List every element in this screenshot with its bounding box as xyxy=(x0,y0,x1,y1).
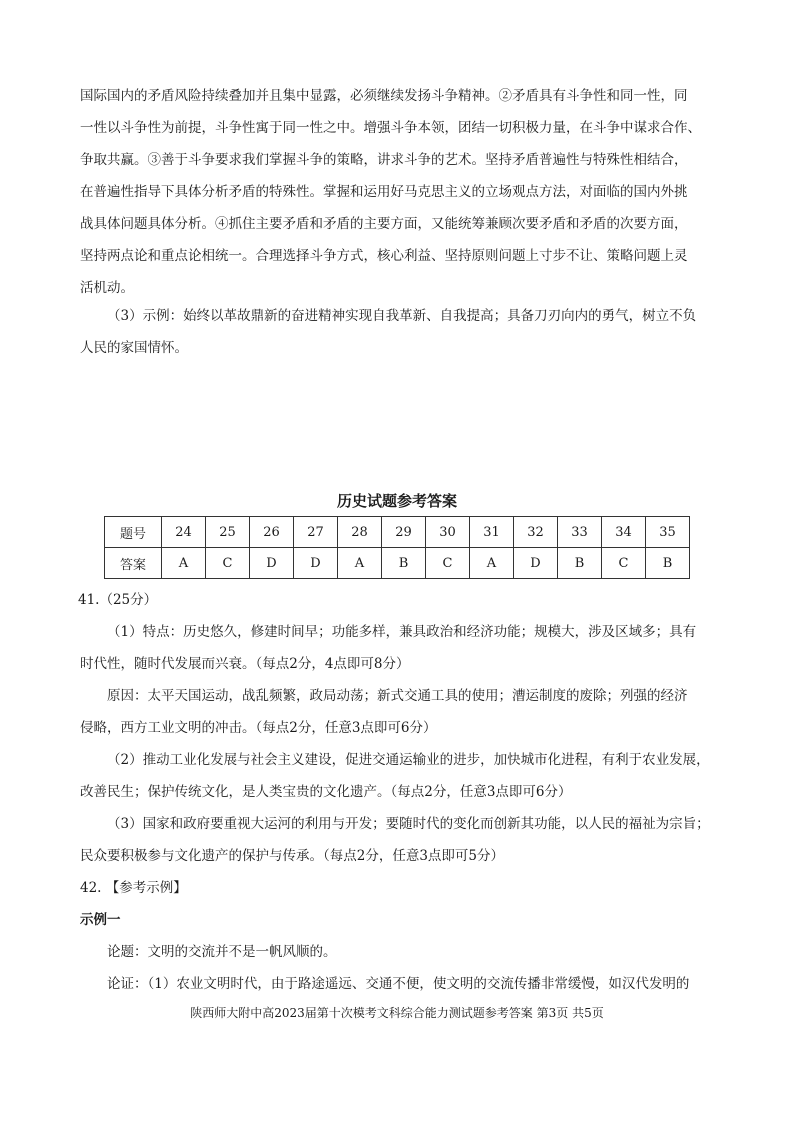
question-number-cell: 27 xyxy=(294,517,338,548)
text-line: （1）特点：历史悠久，修建时间早；功能多样，兼具政治和经济功能；规模大，涉及区域多；具有 xyxy=(107,624,697,640)
question-number-cell: 34 xyxy=(602,517,646,548)
answer-cell: C xyxy=(602,548,646,579)
question-number-cell: 29 xyxy=(382,517,426,548)
question-number-cell: 24 xyxy=(162,517,206,548)
text-line: （2）推动工业化发展与社会主义建设，促进交通运输业的进步，加快城市化进程，有利于农业发展， xyxy=(107,752,710,768)
question-number-cell: 25 xyxy=(206,517,250,548)
question-number-cell: 28 xyxy=(338,517,382,548)
text-line: 活机动。 xyxy=(80,280,134,296)
text-line: （3）示例：始终以革故鼎新的奋进精神实现自我革新、自我提高；具备刀刃向内的勇气，树立不负 xyxy=(107,308,697,324)
text-line: 国际国内的矛盾风险持续叠加并且集中显露，必须继续发扬斗争精神。②矛盾具有斗争性和同一性，同 xyxy=(80,88,688,104)
question-number-cell: 33 xyxy=(558,517,602,548)
text-line: 民众要积极参与文化遗产的保护与传承。（每点2分，任意3点即可5分） xyxy=(80,848,505,864)
text-line: 侵略，西方工业文明的冲击。（每点2分，任意3点即可6分） xyxy=(80,720,437,736)
text-line: 争取共赢。③善于斗争要求我们掌握斗争的策略，讲求斗争的艺术。坚持矛盾普遍性与特殊性相结合， xyxy=(80,152,688,168)
row-header: 题号 xyxy=(105,517,162,548)
question-number-cell: 26 xyxy=(250,517,294,548)
answer-row xyxy=(105,548,690,579)
question-number-cell: 32 xyxy=(514,517,558,548)
question-41-heading: 41.（25分） xyxy=(78,592,158,608)
question-number-cell: 30 xyxy=(426,517,470,548)
answer-cell: B xyxy=(382,548,426,579)
answer-cell: A xyxy=(162,548,206,579)
question-41-answer xyxy=(80,584,720,872)
politics-q3-answer xyxy=(80,300,720,364)
row-header: 答案 xyxy=(105,548,162,579)
answer-cell: D xyxy=(250,548,294,579)
answer-cell: D xyxy=(514,548,558,579)
question-number-row xyxy=(105,517,690,548)
question-number-cell: 35 xyxy=(646,517,690,548)
answer-cell: C xyxy=(426,548,470,579)
question-42-heading: 42. 【参考示例】 xyxy=(80,880,187,896)
text-line: 原因：太平天国运动，战乱频繁，政局动荡；新式交通工具的使用；漕运制度的废除；列强的经济 xyxy=(107,688,688,704)
answer-cell: D xyxy=(294,548,338,579)
text-line: 一性以斗争性为前提，斗争性寓于同一性之中。增强斗争本领，团结一切积极力量，在斗争中谋求合作、 xyxy=(80,120,701,136)
answer-cell: B xyxy=(558,548,602,579)
text-line: 人民的家国情怀。 xyxy=(80,340,188,356)
thesis-line: 论题：文明的交流并不是一帆风顺的。 xyxy=(107,944,337,960)
text-line: 时代性，随时代发展而兴衰。（每点2分，4点即可8分） xyxy=(80,656,410,672)
page-footer: 陕西师大附中高2023届第十次模考文科综合能力测试题参考答案 第3页 共5页 xyxy=(190,1006,604,1020)
question-number-cell: 31 xyxy=(470,517,514,548)
history-section-title: 历史试题参考答案 xyxy=(336,492,457,510)
argument-line: 论证：（1）农业文明时代，由于路途遥远、交通不便，使文明的交流传播非常缓慢，如汉代发明的 xyxy=(107,976,690,992)
question-42-answer xyxy=(80,872,720,1000)
text-line: 改善民生；保护传统文化，是人类宝贵的文化遗产。（每点2分，任意3点即可6分） xyxy=(80,784,572,800)
text-line: 在普遍性指导下具体分析矛盾的特殊性。掌握和运用好马克思主义的立场观点方法，对面临的国内外挑 xyxy=(80,184,688,200)
answer-cell: C xyxy=(206,548,250,579)
answer-cell: A xyxy=(470,548,514,579)
multiple-choice-answer-table xyxy=(104,516,690,579)
answer-cell: A xyxy=(338,548,382,579)
example-title: 示例一 xyxy=(80,912,121,928)
text-line: 战具体问题具体分析。④抓住主要矛盾和矛盾的主要方面，又能统筹兼顾次要矛盾和矛盾的次要方面， xyxy=(80,216,688,232)
answer-cell: B xyxy=(646,548,690,579)
text-line: 坚持两点论和重点论相统一。合理选择斗争方式，核心利益、坚持原则问题上寸步不让、策略问题上灵 xyxy=(80,248,688,264)
politics-answer-continuation xyxy=(80,80,720,304)
text-line: （3）国家和政府要重视大运河的利用与开发；要随时代的变化而创新其功能，以人民的福祉为宗旨； xyxy=(107,816,710,832)
